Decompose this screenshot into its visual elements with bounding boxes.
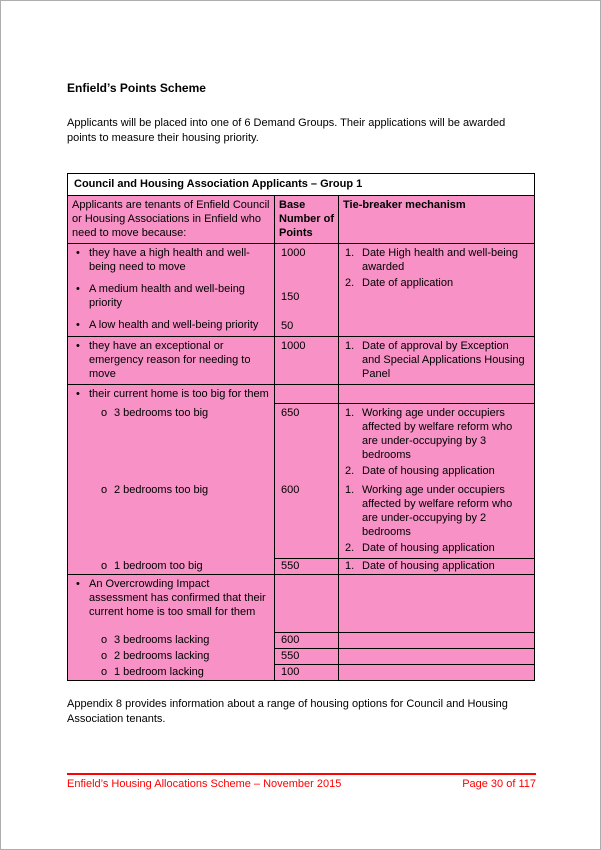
cell-lacking-2bed-points (275, 649, 339, 665)
cell-toobig-2bed-label (68, 481, 275, 559)
tiebreaker-number: 1. (345, 484, 355, 496)
points-medium-health: 150 (281, 291, 300, 303)
cell-health-points (275, 244, 339, 337)
subitem-3bed-too-big: o 3 bedrooms too big (72, 406, 270, 420)
bullet-too-big: • their current home is too big for them (72, 387, 270, 401)
points-exceptional: 1000 (281, 340, 306, 352)
bullet-overcrowding: • An Overcrowding Impact assessment has confirmed that their current home is too small for them (72, 577, 270, 619)
bullet-exceptional: • they have an exceptional or emergency reason for needing to move (72, 339, 270, 381)
tiebreaker-item (345, 406, 530, 462)
cell-toobig-3bed-points (275, 404, 339, 481)
cell-overcrowding-bullet (68, 575, 275, 633)
points-1bed-lacking: 100 (281, 666, 300, 678)
page-title: Enfield’s Points Scheme (67, 81, 206, 95)
page-content (67, 1, 536, 727)
tiebreaker-text: Working age under occupiers affected by welfare reform who are under-occupying by 3 bedrooms (362, 407, 513, 461)
cell-exceptional-tiebreakers (339, 337, 534, 385)
cell-lacking-3bed-label (68, 633, 275, 649)
subitem-1bed-lacking: o 1 bedroom lacking (72, 665, 270, 679)
tiebreaker-text: Date High health and well-being awarded (362, 247, 518, 273)
bullet-low-health: • A low health and well-being priority (72, 318, 270, 332)
tiebreaker-item (345, 559, 530, 573)
points-3bed-too-big: 650 (281, 407, 300, 419)
cell-toobig-points-spacer (275, 385, 339, 404)
cell-toobig-1bed-label (68, 559, 275, 575)
subitem-1bed-too-big: o 1 bedroom too big (72, 559, 270, 573)
cell-lacking-3bed-points (275, 633, 339, 649)
cell-exceptional-reason (68, 337, 275, 385)
tiebreaker-number: 2. (345, 542, 355, 554)
tiebreaker-item (345, 339, 530, 381)
tiebreaker-number: 1. (345, 560, 355, 572)
cell-overcrowding-points-spacer (275, 575, 339, 633)
bullet-medium-health: • A medium health and well-being priority (72, 282, 270, 310)
cell-health-tiebreakers (339, 244, 534, 337)
cell-lacking-2bed-label (68, 649, 275, 665)
tiebreaker-number: 2. (345, 465, 355, 477)
subitem-2bed-too-big: o 2 bedrooms too big (72, 483, 270, 497)
tiebreaker-item (345, 464, 530, 478)
points-3bed-lacking: 600 (281, 634, 300, 646)
cell-toobig-tiebreaker-spacer (339, 385, 534, 404)
cell-toobig-3bed-label (68, 404, 275, 481)
cell-lacking-1bed-tiebreaker (339, 665, 534, 680)
bullet-high-health: • they have a high health and well-being need to move (72, 246, 270, 274)
tiebreaker-number: 1. (345, 247, 355, 259)
table-group-header: Council and Housing Association Applicants – Group 1 (68, 174, 534, 196)
page-footer (67, 773, 536, 790)
col-header-applicants: Applicants are tenants of Enfield Council or Housing Associations in Enfield who need to move because: (68, 196, 275, 244)
subitem-2bed-lacking: o 2 bedrooms lacking (72, 649, 270, 663)
footer-right-text: Page 30 of 117 (462, 778, 536, 790)
tiebreaker-text: Date of application (362, 277, 454, 289)
subitem-3bed-lacking: o 3 bedrooms lacking (72, 633, 270, 647)
col-header-base-points: Base Number of Points (275, 196, 339, 244)
tiebreaker-number: 2. (345, 277, 355, 289)
cell-toobig-1bed-points (275, 559, 339, 575)
tiebreaker-item (345, 541, 530, 555)
appendix-note: Appendix 8 provides information about a range of housing options for Council and Housing Association tenants. (67, 698, 508, 725)
tiebreaker-item (345, 483, 530, 539)
points-low-health: 50 (281, 320, 294, 332)
cell-lacking-1bed-points (275, 665, 339, 680)
cell-lacking-3bed-tiebreaker (339, 633, 534, 649)
cell-overcrowding-tiebreaker-spacer (339, 575, 534, 633)
cell-toobig-3bed-tiebreakers (339, 404, 534, 481)
cell-lacking-2bed-tiebreaker (339, 649, 534, 665)
cell-toobig-2bed-points (275, 481, 339, 559)
cell-toobig-1bed-tiebreakers (339, 559, 534, 575)
tiebreaker-number: 1. (345, 407, 355, 419)
tiebreaker-text: Date of housing application (362, 560, 495, 572)
cell-lacking-1bed-label (68, 665, 275, 680)
points-2bed-lacking: 550 (281, 650, 300, 662)
tiebreaker-item (345, 276, 530, 290)
intro-paragraph: Applicants will be placed into one of 6 Demand Groups. Their applications will be awarded points to measure their housing priority. (67, 117, 506, 144)
tiebreaker-text: Date of housing application (362, 542, 495, 554)
tiebreaker-text: Date of approval by Exception and Special Applications Housing Panel (362, 340, 525, 380)
cell-health-reasons (68, 244, 275, 337)
tiebreaker-text: Date of housing application (362, 465, 495, 477)
col-header-tiebreaker: Tie-breaker mechanism (339, 196, 534, 244)
points-2bed-too-big: 600 (281, 484, 300, 496)
tiebreaker-item (345, 246, 530, 274)
tiebreaker-number: 1. (345, 340, 355, 352)
points-1bed-too-big: 550 (281, 560, 300, 572)
footer-left-text: Enfield’s Housing Allocations Scheme – November 2015 (67, 778, 342, 790)
cell-toobig-bullet (68, 385, 275, 404)
cell-toobig-2bed-tiebreakers (339, 481, 534, 559)
cell-exceptional-points (275, 337, 339, 385)
tiebreaker-text: Working age under occupiers affected by welfare reform who are under-occupying by 2 bedrooms (362, 484, 513, 538)
points-high-health: 1000 (281, 247, 306, 259)
points-table (67, 173, 535, 681)
